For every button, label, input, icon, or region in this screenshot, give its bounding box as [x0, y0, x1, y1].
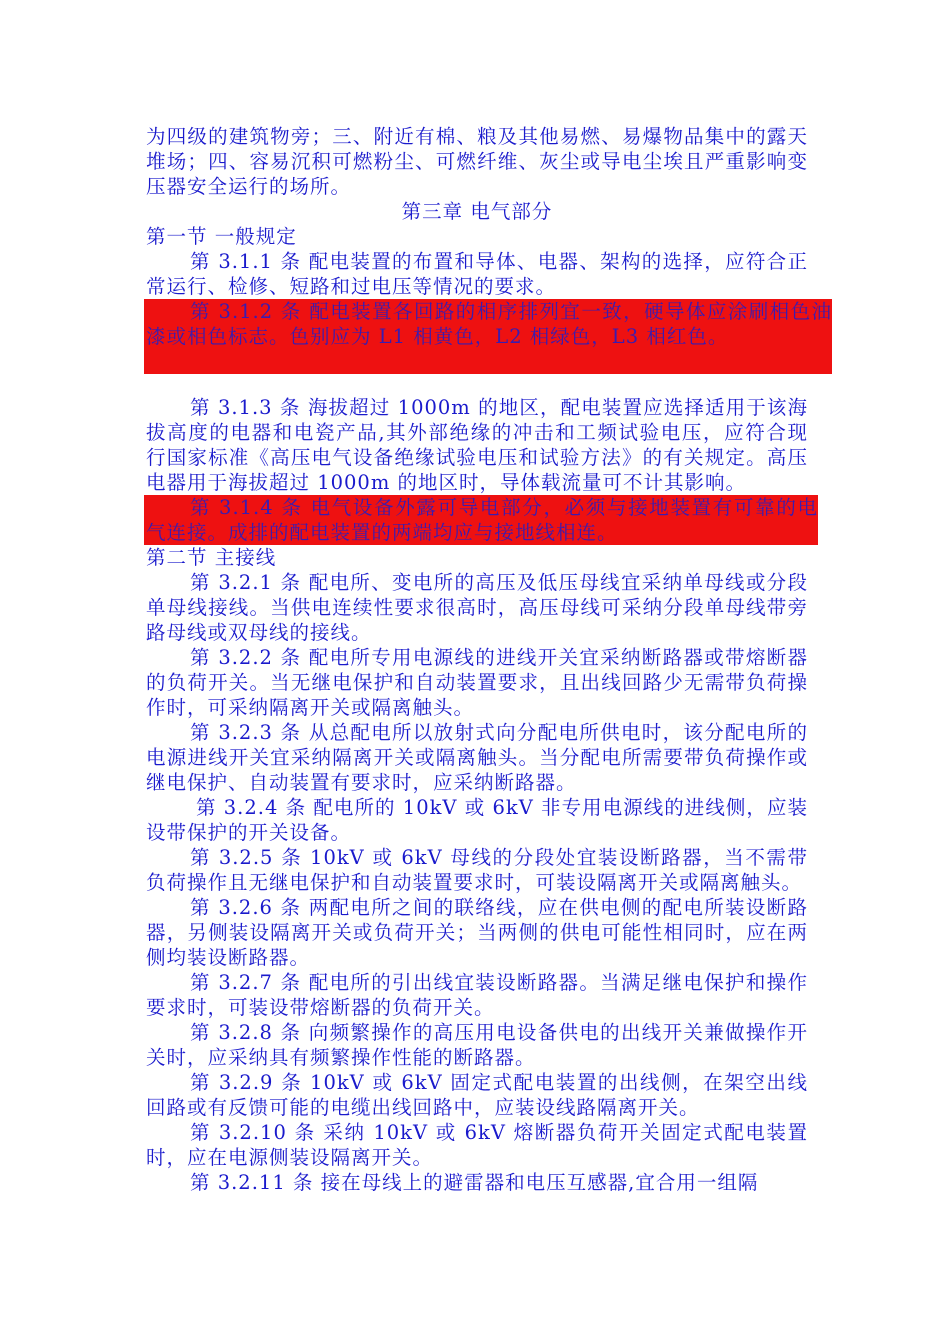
highlight-marker: [146, 352, 156, 374]
highlighted-clause-3-1-2: [144, 299, 832, 374]
paragraph: 为四级的建筑物旁；三、附近有棉、粮及其他易燃、易爆物品集中的露天堆场；四、容易沉积可燃粉尘、可燃纤维、灰尘或导电尘埃且严重影响变压器安全运行的场所。: [146, 125, 808, 198]
clause-3-1-3: 第 3.1.3 条 海拔超过 1000m 的地区，配电装置应选择适用于该海拔高度的电器和电瓷产品,其外部绝缘的冲击和工频试验电压，应符合现行国家标准《高压电气设备绝缘试验电压和试验方法》的有关规定。高压电器用于海拔超过 1000m 的地区时，导体载流量可不计其影响。: [146, 396, 808, 494]
clause-3-2-8: 第 3.2.8 条 向频繁操作的高压用电设备供电的出线开关兼做操作开关时，应采纳具有频繁操作性能的断路器。: [146, 1021, 808, 1069]
highlighted-clause-text: 第 3.1.2 条 配电装置各回路的相序排列宜一致，硬导体应涂刷相色油漆或相色标志。色别应为 L1 相黄色，L2 相绿色，L3 相红色。: [146, 300, 832, 348]
clause-3-2-9: 第 3.2.9 条 10kV 或 6kV 固定式配电装置的出线侧，在架空出线回路或有反馈可能的电缆出线回路中，应装设线路隔离开关。: [146, 1071, 808, 1119]
clause-3-2-5: 第 3.2.5 条 10kV 或 6kV 母线的分段处宜装设断路器，当不需带负荷操作且无继电保护和自动装置要求时，可装设隔离开关或隔离触头。: [146, 846, 808, 894]
clause-3-2-6: 第 3.2.6 条 两配电所之间的联络线，应在供电侧的配电所装设断路器，另侧装设隔离开关或负荷开关；当两侧的供电可能性相同时，应在两侧均装设断路器。: [146, 896, 808, 969]
clause-3-2-11: 第 3.2.11 条 接在母线上的避雷器和电压互感器,宜合用一组隔: [190, 1171, 759, 1194]
chapter-heading: 第三章 电气部分: [401, 200, 553, 223]
clause-3-2-3: 第 3.2.3 条 从总配电所以放射式向分配电所供电时，该分配电所的电源进线开关宜采纳隔离开关或隔离触头。当分配电所需要带负荷操作或继电保护、自动装置有要求时，应采纳断路器。: [146, 721, 808, 794]
clause-3-2-10: 第 3.2.10 条 采纳 10kV 或 6kV 熔断器负荷开关固定式配电装置时，应在电源侧装设隔离开关。: [146, 1121, 808, 1169]
document-body: [146, 124, 832, 1195]
spacer: [146, 374, 808, 395]
section-heading: 第一节 一般规定: [146, 225, 297, 248]
highlighted-clause-text: 第 3.1.4 条 电气设备外露可导电部分，必须与接地装置有可靠的电气连接。成排的配电装置的两端均应与接地线相连。: [146, 496, 818, 544]
clause-3-2-4: 第 3.2.4 条 配电所的 10kV 或 6kV 非专用电源线的进线侧，应装设带保护的开关设备。: [146, 796, 808, 844]
clause-3-2-1: 第 3.2.1 条 配电所、变电所的高压及低压母线宜采纳单母线或分段单母线接线。当供电连续性要求很高时，高压母线可采纳分段单母线带旁路母线或双母线的接线。: [146, 571, 808, 644]
highlighted-clause-3-1-4: [144, 495, 818, 545]
clause-3-2-2: 第 3.2.2 条 配电所专用电源线的进线开关宜采纳断路器或带熔断器的负荷开关。当无继电保护和自动装置要求，且出线回路少无需带负荷操作时，可采纳隔离开关或隔离触头。: [146, 646, 808, 719]
section-heading: 第二节 主接线: [146, 546, 277, 569]
clause-3-1-1: 第 3.1.1 条 配电装置的布置和导体、电器、架构的选择，应符合正常运行、检修、短路和过电压等情况的要求。: [146, 250, 808, 298]
clause-3-2-7: 第 3.2.7 条 配电所的引出线宜装设断路器。当满足继电保护和操作要求时，可装设带熔断器的负荷开关。: [146, 971, 808, 1019]
